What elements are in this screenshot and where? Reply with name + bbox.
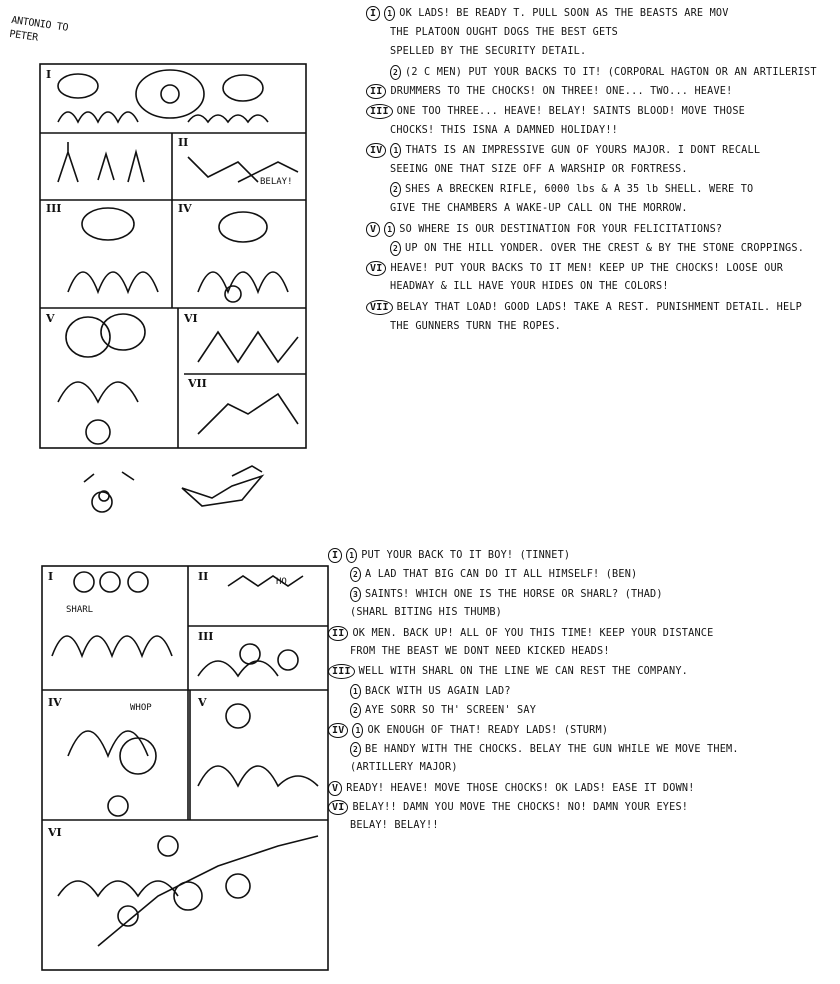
bottom-panel-label-2: II (198, 570, 209, 583)
sketch-word-ho: HO (276, 577, 287, 587)
sketch-word-sharl: SHARL (66, 605, 94, 615)
top-panel-label-5: V (46, 312, 55, 325)
panel-numeral: VI (328, 800, 348, 815)
script-line (366, 65, 817, 85)
panel-numeral: IV (366, 143, 386, 158)
script-line (366, 163, 817, 183)
speaker-number: 2 (390, 241, 401, 256)
script-line (328, 567, 739, 586)
script-text: BACK WITH US AGAIN LAD? (365, 685, 511, 697)
script-line (328, 606, 739, 625)
top-panel-label-7: VII (188, 377, 207, 390)
script-text: (2 C MEN) PUT YOUR BACKS TO IT! (CORPORAL HAGTON OR AN ARTILERIST (405, 66, 817, 78)
script-line (366, 143, 817, 163)
script-text: BELAY! BELAY!! (350, 820, 439, 832)
script-text: SHES A BRECKEN RIFLE, 6000 lbs & A 35 lb SHELL. WERE TO (405, 184, 754, 196)
bottom-panel-label-5: V (198, 696, 207, 709)
script-text: THE GUNNERS TURN THE ROPES. (390, 320, 562, 332)
script-text: SPELLED BY THE SECURITY DETAIL. (390, 46, 587, 58)
script-text: AYE SORR SO TH' SCREEN' SAY (365, 705, 537, 717)
speaker-number: 2 (350, 742, 361, 757)
script-line (366, 104, 817, 124)
script-text: PUT YOUR BACK TO IT BOY! (TINNET) (361, 550, 571, 561)
speaker-number: 1 (390, 143, 401, 158)
script-line (366, 26, 817, 46)
top-panel-label-2: II (178, 136, 189, 149)
script-text: BELAY THAT LOAD! GOOD LADS! TAKE A REST. PUNISHMENT DETAIL. HELP (396, 301, 803, 313)
bottom-storyboard-sketch (38, 556, 332, 976)
script-text: HEADWAY & ILL HAVE YOUR HIDES ON THE COLORS! (390, 281, 669, 293)
bottom-storyboard-drawing (38, 556, 332, 976)
panel-numeral: I (366, 6, 380, 21)
top-panel-label-4: IV (178, 202, 192, 215)
script-line (366, 6, 817, 26)
script-text: A LAD THAT BIG CAN DO IT ALL HIMSELF! (BEN) (365, 569, 638, 581)
panel-numeral: I (328, 548, 342, 563)
bottom-panel-label-6: VI (48, 826, 62, 839)
script-text: DRUMMERS TO THE CHOCKS! ON THREE! ONE... TWO... HEAVE! (390, 86, 733, 98)
script-text: OK MEN. BACK UP! ALL OF YOU THIS TIME! KEEP YOUR DISTANCE (352, 627, 714, 639)
script-line (328, 548, 739, 567)
top-panel-label-3: III (46, 202, 62, 215)
script-line (328, 742, 739, 761)
script-text: GIVE THE CHAMBERS A WAKE-UP CALL ON THE MORROW. (390, 202, 688, 214)
script-line (366, 320, 817, 340)
script-line (366, 84, 817, 104)
top-storyboard-sketch (38, 62, 308, 452)
script-text: BELAY!! DAMN YOU MOVE THE CHOCKS! NO! DAMN YOUR EYES! (352, 802, 689, 814)
bottom-panel-label-1: I (48, 570, 54, 583)
bottom-panel-label-3: III (198, 630, 214, 643)
script-text: BE HANDY WITH THE CHOCKS. BELAY THE GUN WHILE WE MOVE THEM. (365, 743, 739, 755)
top-script-block (366, 6, 817, 339)
script-text: OK ENOUGH OF THAT! READY LADS! (STURM) (367, 724, 609, 736)
script-line (328, 819, 739, 838)
top-panel-label-1: I (46, 68, 52, 81)
script-line (366, 45, 817, 65)
script-text: CHOCKS! THIS ISNA A DAMNED HOLIDAY!! (390, 124, 619, 136)
speaker-number: 1 (346, 548, 357, 563)
speaker-number: 1 (352, 723, 363, 738)
panel-numeral: V (328, 781, 342, 796)
sketch-word-whop: WHOP (130, 703, 152, 713)
script-text: SAINTS! WHICH ONE IS THE HORSE OR SHARL? (THAD) (365, 588, 663, 600)
panel-numeral: II (366, 84, 386, 99)
script-line (328, 723, 739, 742)
panel-numeral: III (366, 104, 393, 119)
script-line (366, 124, 817, 144)
sketch-word-belay: BELAY! (260, 177, 293, 187)
bottom-panel-label-4: IV (48, 696, 62, 709)
middle-doodles (82, 462, 282, 524)
script-text: WELL WITH SHARL ON THE LINE WE CAN REST THE COMPANY. (358, 666, 689, 678)
speaker-number: 3 (350, 587, 361, 602)
panel-numeral: V (366, 222, 380, 237)
script-line (328, 781, 739, 800)
speaker-number: 1 (350, 684, 361, 699)
script-line (366, 261, 817, 281)
script-line (366, 222, 817, 242)
script-text: HEAVE! PUT YOUR BACKS TO IT MEN! KEEP UP THE CHOCKS! LOOSE OUR (390, 262, 784, 274)
panel-numeral: VI (366, 261, 386, 276)
panel-numeral: IV (328, 723, 348, 738)
speaker-number: 2 (390, 65, 401, 80)
top-storyboard-drawing (38, 62, 308, 452)
speaker-number: 1 (384, 222, 395, 237)
script-text: SO WHERE IS OUR DESTINATION FOR YOUR FELICITATIONS? (399, 223, 723, 235)
script-line (366, 202, 817, 222)
script-text: ONE TOO THREE... HEAVE! BELAY! SAINTS BLOOD! MOVE THOSE (396, 105, 746, 117)
panel-numeral: VII (366, 300, 393, 315)
speaker-number: 1 (384, 6, 395, 21)
header-note: ANTONIO TO PETER (8, 14, 69, 44)
script-text: (ARTILLERY MAJOR) (350, 762, 458, 774)
top-script-list (366, 6, 817, 339)
panel-numeral: II (328, 626, 348, 641)
script-line (328, 684, 739, 703)
script-line (366, 300, 817, 320)
script-text: (SHARL BITING HIS THUMB) (350, 607, 503, 619)
panel-numeral: III (328, 664, 355, 679)
script-text: OK LADS! BE READY T. PULL SOON AS THE BEASTS ARE MOV (399, 8, 729, 19)
script-line (328, 761, 739, 780)
speaker-number: 2 (350, 567, 361, 582)
script-text: THE PLATOON OUGHT DOGS THE BEST GETS (390, 26, 619, 38)
script-text: FROM THE BEAST WE DONT NEED KICKED HEADS! (350, 645, 610, 657)
script-line (328, 645, 739, 664)
bottom-script-list (328, 548, 739, 839)
script-line (366, 182, 817, 202)
script-line (328, 664, 739, 683)
speaker-number: 2 (350, 703, 361, 718)
script-line (328, 587, 739, 606)
script-line (366, 280, 817, 300)
script-line (366, 241, 817, 261)
script-line (328, 703, 739, 722)
script-text: READY! HEAVE! MOVE THOSE CHOCKS! OK LADS! EASE IT DOWN! (346, 782, 695, 794)
bottom-script-block (328, 548, 739, 839)
script-text: UP ON THE HILL YONDER. OVER THE CREST & BY THE STONE CROPPINGS. (405, 243, 805, 255)
script-line (328, 800, 739, 819)
top-panel-label-6: VI (184, 312, 198, 325)
script-text: SEEING ONE THAT SIZE OFF A WARSHIP OR FORTRESS. (390, 163, 688, 175)
script-line (328, 626, 739, 645)
speaker-number: 2 (390, 182, 401, 197)
script-text: THATS IS AN IMPRESSIVE GUN OF YOURS MAJOR. I DONT RECALL (405, 145, 761, 157)
